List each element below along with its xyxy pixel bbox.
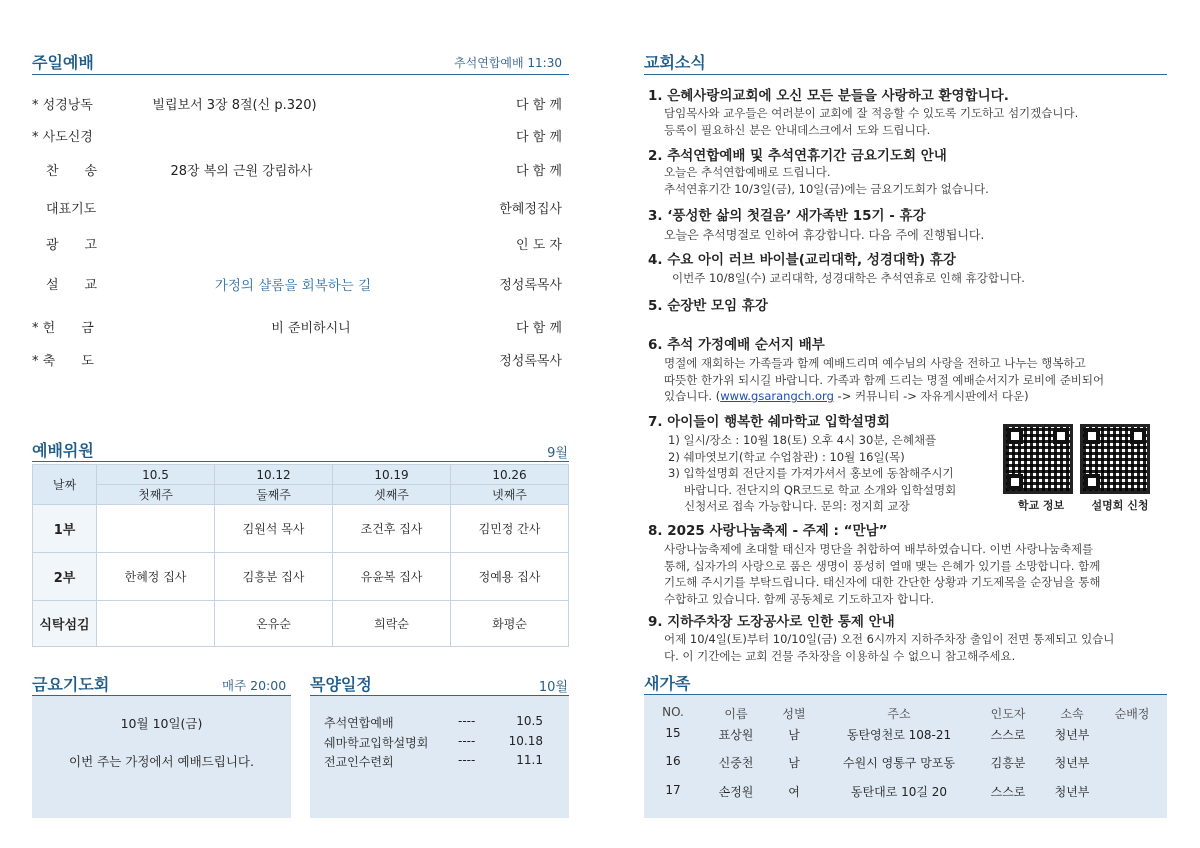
roster-row-label: 1부 — [33, 505, 97, 553]
worship-rule — [32, 74, 569, 75]
news-line: 등록이 필요하신 분은 안내데스크에서 도와 드립니다. — [664, 122, 931, 137]
worship-row — [46, 274, 562, 294]
nf-cell: 동탄영천로 108-21 — [846, 728, 952, 742]
news-rule — [644, 74, 1167, 75]
roster-date: 10.5 — [97, 465, 215, 485]
news-line: 3) 입학설명회 전단지를 가져가셔서 홍보에 동참해주시기 — [668, 466, 954, 480]
nf-header: 이름 — [724, 707, 748, 721]
nf-header: 성별 — [782, 707, 806, 721]
roster-cell — [97, 601, 215, 647]
news-line: 바랍니다. 전단지의 QR코드로 학교 소개와 입학설명회 — [684, 482, 957, 497]
schedule-dash: ---- — [458, 734, 476, 748]
website-link[interactable]: www.gsarangch.org — [720, 389, 834, 403]
worship-row — [32, 317, 562, 337]
roster-cell: 유윤복 집사 — [333, 553, 451, 601]
qr-code-icon — [1003, 424, 1073, 494]
roster-week: 둘째주 — [215, 485, 333, 505]
nf-cell: 수원시 영통구 망포동 — [843, 756, 955, 770]
schedule-date: 10.5 — [516, 714, 543, 728]
nf-cell: 청년부 — [1054, 756, 1090, 770]
schedule-name: 추석연합예배 — [324, 716, 394, 730]
nf-cell: 청년부 — [1054, 728, 1090, 742]
worship-content: 비 준비하시니 — [271, 321, 351, 336]
worship-content: 28장 복의 근원 강림하사 — [170, 164, 313, 179]
worship-leader: 다 함 께 — [516, 98, 562, 113]
roster-cell: 희락순 — [333, 601, 451, 647]
nf-cell: 신중천 — [718, 756, 754, 770]
pastoral-box — [310, 696, 569, 818]
nf-cell: 15 — [665, 726, 681, 740]
roster-cell: 온유순 — [215, 601, 333, 647]
news-item-heading: 3. ‘풍성한 삶의 첫걸음’ 새가족반 15기 - 휴강 — [648, 208, 926, 224]
roster-date: 10.26 — [451, 465, 569, 485]
roster-table — [32, 464, 569, 647]
news-line: 1) 일시/장소 : 10월 18(토) 오후 4시 30분, 은혜채플 — [668, 433, 937, 447]
roster-date: 10.12 — [215, 465, 333, 485]
news-item-body — [664, 355, 1104, 405]
worship-label: * 성경낭독 — [32, 98, 93, 113]
worship-title: 주일예배 — [32, 53, 94, 72]
worship-content: 빌립보서 3장 8절(신 p.320) — [152, 98, 317, 113]
date-label: 날짜 — [33, 465, 97, 505]
worship-label: * 축 도 — [32, 354, 94, 369]
nf-header: 주소 — [887, 707, 911, 721]
news-item-body — [668, 432, 956, 515]
nf-header: 순배정 — [1114, 707, 1150, 721]
roster-week: 셋째주 — [333, 485, 451, 505]
news-line: 다. 이 기간에는 교회 건물 주차장을 이용하실 수 없으니 참고해주세요. — [664, 648, 1016, 663]
worship-row — [46, 198, 562, 218]
roster-row-label: 2부 — [33, 553, 97, 601]
friday-box — [32, 696, 291, 818]
worship-row — [32, 126, 562, 146]
roster-title: 예배위원 — [32, 441, 94, 460]
worship-label: * 사도신경 — [32, 130, 93, 145]
news-item-body — [664, 541, 1100, 607]
news-line: 명절에 재회하는 가족들과 함께 예배드리며 예수님의 사랑을 전하고 나누는 행복하고 — [664, 356, 1086, 370]
worship-label: 대표기도 — [46, 202, 97, 217]
news-line: 2) 쉐마엿보기(학교 수업참관) : 10월 16일(목) — [668, 449, 905, 464]
news-item-body — [664, 631, 1114, 664]
worship-label: 찬 송 — [46, 164, 98, 179]
news-item-heading: 7. 아이들이 행복한 쉐마학교 입학설명회 — [648, 414, 890, 430]
qr-code-icon — [1080, 424, 1150, 494]
nf-cell: 여 — [788, 785, 800, 799]
news-item-heading: 6. 추석 가정예배 순서지 배부 — [648, 337, 825, 353]
worship-leader: 인 도 자 — [516, 238, 562, 253]
roster-cell — [97, 505, 215, 553]
news-title: 교회소식 — [644, 53, 706, 72]
worship-leader: 다 함 께 — [516, 321, 562, 336]
news-item-heading: 5. 순장반 모임 휴강 — [648, 298, 768, 314]
nf-cell: 청년부 — [1054, 785, 1090, 799]
friday-date: 10월 10일(금) — [120, 716, 203, 731]
news-line: 이번주 10/8일(수) 교리대학, 성경대학은 추석연휴로 인해 휴강합니다. — [672, 271, 1025, 285]
roster-cell: 김흥분 집사 — [215, 553, 333, 601]
roster-cell: 정예용 집사 — [451, 553, 569, 601]
nf-cell: 스스로 — [990, 785, 1026, 799]
news-item-heading: 9. 지하주차장 도장공사로 인한 통제 안내 — [648, 614, 895, 630]
pastoral-month: 10월 — [538, 680, 568, 695]
news-line: 따뜻한 한가위 되시길 바랍니다. 가족과 함께 드리는 명절 예배순서지가 로비에 준비되어 — [664, 372, 1105, 387]
worship-row — [46, 160, 562, 180]
nf-header: NO. — [662, 705, 684, 719]
nf-cell: 김흥분 — [990, 756, 1026, 770]
roster-cell: 한혜정 집사 — [97, 553, 215, 601]
news-item-heading: 4. 수요 아이 러브 바이블(교리대학, 성경대학) 휴강 — [648, 252, 956, 268]
newfamily-box — [644, 695, 1167, 818]
worship-label: 광 고 — [46, 238, 98, 253]
news-line: 오늘은 추석연합예배로 드립니다. — [664, 165, 831, 179]
worship-row — [46, 234, 562, 254]
news-line: 어제 10/4일(토)부터 10/10일(금) 오전 6시까지 지하주차장 출입이 전면 통제되고 있습니 — [664, 632, 1115, 646]
roster-cell: 김민정 간사 — [451, 505, 569, 553]
news-line: 수합하고 있습니다. 함께 공동체로 기도하고자 합니다. — [664, 591, 934, 606]
worship-leader: 정성록목사 — [499, 278, 562, 293]
roster-date: 10.19 — [333, 465, 451, 485]
news-line: 담임목사와 교우들은 여러분이 교회에 잘 적응할 수 있도록 기도하고 섬기겠습니다. — [664, 106, 1079, 120]
news-item-heading: 1. 은혜사랑의교회에 오신 모든 분들을 사랑하고 환영합니다. — [648, 88, 1009, 104]
worship-label: 설 교 — [46, 278, 98, 293]
roster-month: 9월 — [547, 446, 568, 461]
schedule-name: 전교인수련회 — [324, 755, 394, 769]
news-item-body — [664, 105, 1078, 138]
roster-week: 첫째주 — [97, 485, 215, 505]
nf-cell: 남 — [788, 756, 800, 770]
roster-week: 넷째주 — [451, 485, 569, 505]
news-item-heading: 2. 추석연합예배 및 추석연휴기간 금요기도회 안내 — [648, 148, 947, 164]
roster-cell: 화평순 — [451, 601, 569, 647]
worship-leader: 정성록목사 — [499, 354, 562, 369]
news-item-body — [672, 270, 1025, 287]
nf-cell: 손정원 — [718, 785, 754, 799]
schedule-dash: ---- — [458, 714, 476, 728]
roster-row-label: 식탁섬김 — [33, 601, 97, 647]
schedule-date: 10.18 — [508, 734, 543, 748]
nf-cell: 스스로 — [990, 728, 1026, 742]
nf-header: 소속 — [1060, 707, 1084, 721]
qr-label: 설명회 신청 — [1091, 499, 1149, 512]
news-line: 추석연휴기간 10/3일(금), 10일(금)에는 금요기도회가 없습니다. — [664, 181, 989, 196]
worship-row — [32, 350, 562, 370]
news-line: 신청서로 접속 가능합니다. 문의: 정지희 교장 — [684, 499, 910, 513]
nf-cell: 남 — [788, 728, 800, 742]
schedule-date: 11.1 — [516, 753, 543, 767]
roster-rule — [32, 461, 569, 462]
friday-title: 금요기도회 — [32, 675, 110, 694]
worship-leader: 다 함 께 — [516, 130, 562, 145]
news-line: 있습니다. (www.gsarangch.org -> 커뮤니티 -> 자유게시판에서 다운) — [664, 389, 1029, 403]
sermon-title: 가정의 샬롬을 회복하는 길 — [214, 278, 372, 294]
nf-cell: 16 — [665, 754, 681, 768]
worship-row — [32, 94, 562, 114]
roster-cell: 김원석 목사 — [215, 505, 333, 553]
news-line: 오늘은 추석명절로 인하여 휴강합니다. 다음 주에 진행됩니다. — [664, 228, 985, 242]
nf-header: 인도자 — [990, 707, 1026, 721]
news-line: 기도해 주시기를 부탁드립니다. 태신자에 대한 간단한 상황과 기도제목을 순장님을 통해 — [664, 575, 1101, 589]
nf-cell: 17 — [665, 783, 681, 797]
qr-label: 학교 정보 — [1017, 499, 1065, 512]
schedule-dash: ---- — [458, 753, 476, 767]
nf-cell: 동탄대로 10길 20 — [850, 785, 948, 799]
friday-time: 매주 20:00 — [222, 678, 287, 693]
news-item-body — [664, 164, 989, 197]
pastoral-title: 목양일정 — [310, 675, 372, 694]
roster-cell: 조건후 집사 — [333, 505, 451, 553]
worship-time: 추석연합예배 11:30 — [454, 56, 562, 70]
news-line: 통해, 십자가의 사랑으로 품은 생명이 풍성히 열매 맺는 은혜가 있기를 소망합니다. 함께 — [664, 558, 1101, 573]
newfamily-title: 새가족 — [644, 674, 691, 693]
worship-leader: 한혜정집사 — [499, 202, 562, 217]
news-line: 사랑나눔축제에 초대할 태신자 명단을 취합하여 배부하였습니다. 이번 사랑나눔축제를 — [664, 542, 1094, 556]
news-item-heading: 8. 2025 사랑나눔축제 - 주제 : “만남” — [648, 523, 888, 539]
nf-cell: 표상원 — [718, 728, 754, 742]
friday-note: 이번 주는 가정에서 예배드립니다. — [69, 754, 254, 769]
schedule-name: 쉐마학교입학설명회 — [324, 736, 429, 750]
news-item-body — [664, 227, 984, 244]
worship-leader: 다 함 께 — [516, 164, 562, 179]
worship-label: * 헌 금 — [32, 321, 94, 336]
